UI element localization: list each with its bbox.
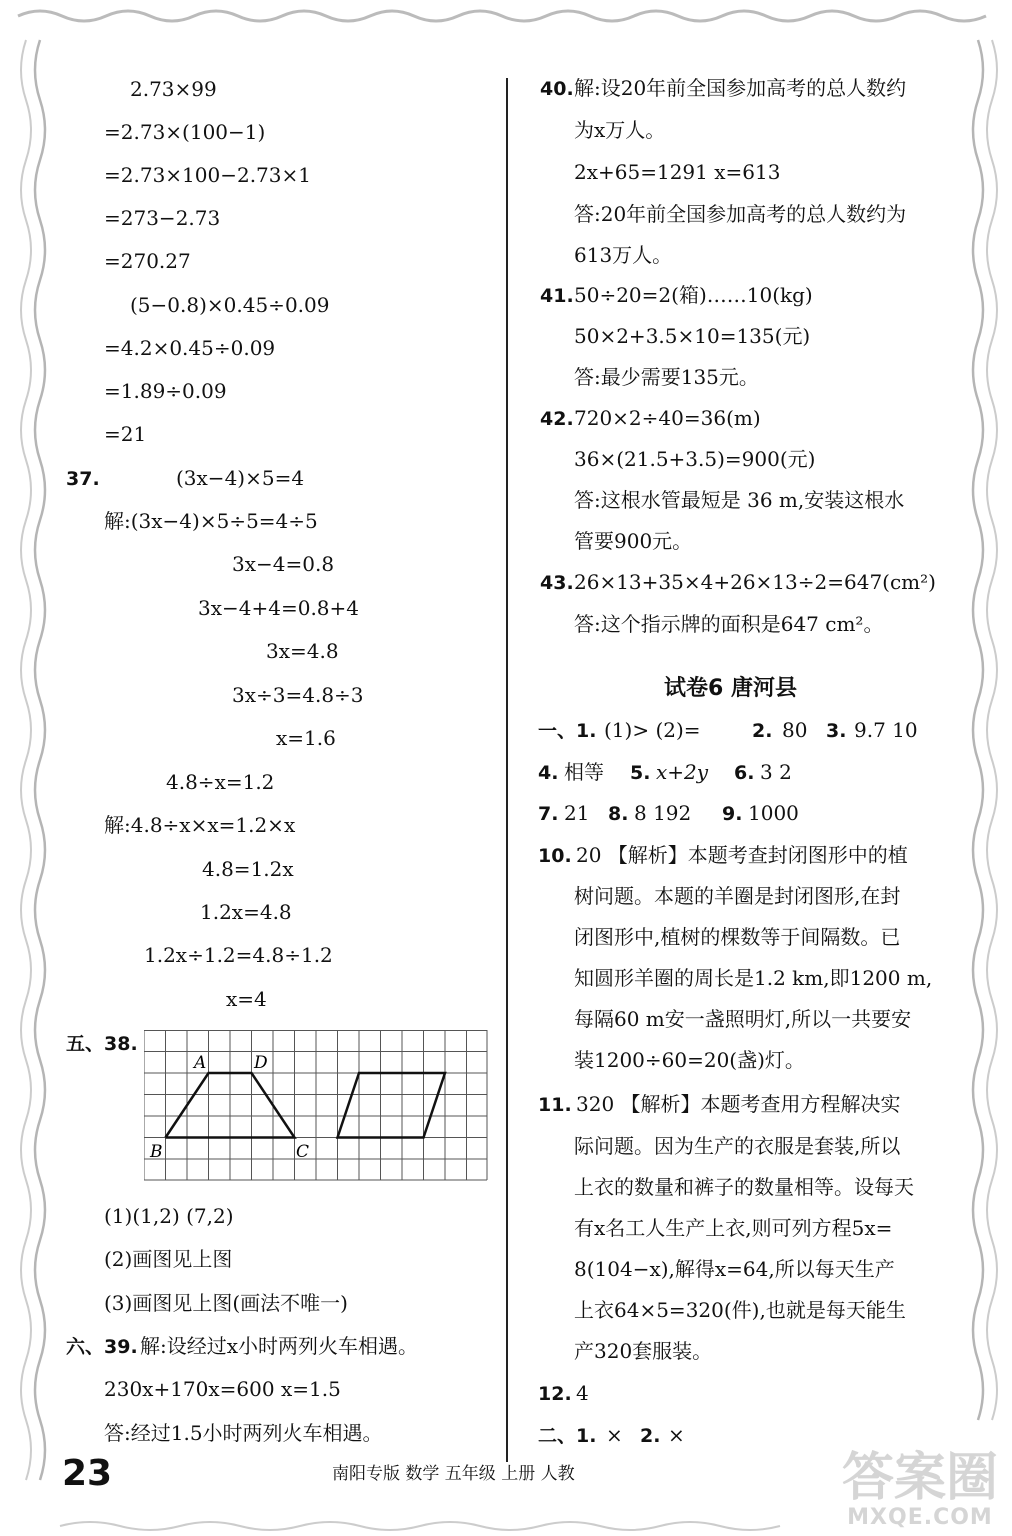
answer-line: 720×2÷40=36(m): [574, 406, 761, 430]
explanation-line: 树问题。本题的羊圈是封闭图形,在封: [574, 884, 901, 908]
answer-line: 解:设20年前全国参加高考的总人数约: [574, 76, 907, 100]
calc-a-line: 2.73×99: [130, 77, 217, 101]
answer-line: (3)画图见上图(画法不唯一): [104, 1291, 348, 1315]
question-number: 六、39.: [66, 1336, 138, 1358]
question-number: 37.: [66, 468, 100, 490]
answer-line: 解:设经过x小时两列火车相遇。: [140, 1334, 419, 1358]
answer-line: 管要900元。: [574, 529, 693, 553]
explanation-line: 闭图形中,植树的棵数等于间隔数。已: [574, 925, 901, 949]
calc-b-line: =4.2×0.45÷0.09: [104, 336, 276, 360]
question-number: 12.: [538, 1383, 572, 1405]
explanation-line: 每隔60 m安一盏照明灯,所以一共要安: [574, 1007, 912, 1031]
question-number: 6.: [734, 762, 755, 784]
answer-line: 230x+170x=600 x=1.5: [104, 1377, 341, 1401]
watermark-main: 答案圈: [841, 1448, 998, 1508]
explanation-line: 上衣64×5=320(件),也就是每天能生: [574, 1298, 906, 1322]
solution-step: 1.2x=4.8: [200, 900, 292, 924]
explanation-line: 320 【解析】本题考查用方程解决实: [576, 1092, 901, 1116]
equation: 4.8÷x=1.2: [166, 770, 275, 794]
answer-line: 50×2+3.5×10=135(元): [574, 324, 811, 348]
explanation-line: 8(104−x),解得x=64,所以每天生产: [574, 1257, 895, 1281]
calc-a-line: =2.73×100−2.73×1: [104, 163, 311, 187]
answer-line: 613万人。: [574, 243, 673, 267]
solution-step: 解:4.8÷x×x=1.2×x: [104, 813, 296, 837]
answer-line: (2)画图见上图: [104, 1247, 233, 1271]
question-number: 2.: [640, 1425, 661, 1447]
calc-b-line: =1.89÷0.09: [104, 379, 227, 403]
answer-line: 答:这根水管最短是 36 m,安装这根水: [574, 488, 905, 512]
question-number: 40.: [540, 78, 574, 100]
section-number: 一、1.: [538, 720, 597, 742]
answer-value: 4: [576, 1381, 589, 1405]
answer-value: ×: [668, 1423, 685, 1447]
question-number: 5.: [630, 762, 651, 784]
watermark-url: MXQE.COM: [847, 1505, 993, 1530]
footer-text: 南阳专版 数学 五年级 上册 人教: [332, 1464, 575, 1484]
answer-line: 答:20年前全国参加高考的总人数约为: [574, 202, 907, 226]
answer-value: ×: [606, 1423, 623, 1447]
calc-a-line: =273−2.73: [104, 206, 221, 230]
solution-step: 3x−4=0.8: [232, 552, 335, 576]
answer-value: x+2y: [656, 760, 709, 784]
point-label-c: C: [296, 1142, 310, 1162]
question-number: 11.: [538, 1094, 572, 1116]
explanation-line: 知圆形羊圈的周长是1.2 km,即1200 m,: [574, 966, 933, 990]
point-label-d: D: [254, 1053, 268, 1073]
question-number: 3.: [826, 720, 847, 742]
calc-b-line: (5−0.8)×0.45÷0.09: [130, 293, 330, 317]
solution-step: 4.8=1.2x: [202, 857, 294, 881]
question-number: 43.: [540, 572, 574, 594]
point-label-b: B: [150, 1142, 163, 1162]
answer-line: 答:最少需要135元。: [574, 365, 759, 389]
answer-line: (1)(1,2) (7,2): [104, 1204, 234, 1228]
calc-a-line: =2.73×(100−1): [104, 120, 266, 144]
answer-line: 2x+65=1291 x=613: [574, 160, 781, 184]
explanation-line: 20 【解析】本题考查封闭图形中的植: [576, 843, 908, 867]
answer-value: 80: [782, 718, 808, 742]
explanation-line: 产320套服装。: [574, 1339, 713, 1363]
solution-step: x=1.6: [276, 726, 336, 750]
question-number: 41.: [540, 285, 574, 307]
answer-line: 答:这个指示牌的面积是647 cm²。: [574, 612, 884, 636]
solution-step: 3x−4+4=0.8+4: [198, 596, 360, 620]
answer-value: 9.7 10: [854, 718, 918, 742]
question-number: 4.: [538, 762, 559, 784]
explanation-line: 上衣的数量和裤子的数量相等。设每天: [574, 1175, 914, 1199]
question-number: 9.: [722, 803, 743, 825]
answer-line: 为x万人。: [574, 118, 666, 142]
grid-figure: [144, 1030, 488, 1182]
answer-value: 相等: [564, 760, 604, 784]
explanation-line: 装1200÷60=20(盏)灯。: [574, 1048, 805, 1072]
explanation-line: 际问题。因为生产的衣服是套装,所以: [574, 1134, 901, 1158]
section-number: 二、1.: [538, 1425, 597, 1447]
calc-a-line: =270.27: [104, 249, 191, 273]
answer-value: (1)> (2)=: [604, 718, 701, 742]
question-number: 7.: [538, 803, 559, 825]
answer-line: 36×(21.5+3.5)=900(元): [574, 447, 816, 471]
calc-b-line: =21: [104, 422, 147, 446]
answer-line: 26×13+35×4+26×13÷2=647(cm²): [574, 570, 936, 594]
point-label-a: A: [194, 1053, 207, 1073]
solution-step: 1.2x÷1.2=4.8÷1.2: [144, 943, 333, 967]
watermark-logo: [841, 1448, 998, 1530]
answer-value: 1000: [748, 801, 799, 825]
explanation-line: 有x名工人生产上衣,则可列方程5x=: [574, 1216, 893, 1240]
solution-step: x=4: [226, 987, 267, 1011]
question-number: 2.: [752, 720, 773, 742]
page-number: 23: [62, 1453, 113, 1494]
question-number: 8.: [608, 803, 629, 825]
answer-value: 3 2: [760, 760, 792, 784]
answer-value: 21: [564, 801, 590, 825]
question-number: 五、38.: [66, 1033, 138, 1055]
question-number: 42.: [540, 408, 574, 430]
answer-value: 8 192: [634, 801, 692, 825]
answer-line: 答:经过1.5小时两列火车相遇。: [104, 1421, 383, 1445]
parallelogram-shape: [338, 1073, 446, 1138]
solution-step: 解:(3x−4)×5÷5=4÷5: [104, 509, 318, 533]
equation: (3x−4)×5=4: [176, 466, 305, 490]
column-divider: [506, 78, 508, 1462]
solution-step: 3x÷3=4.8÷3: [232, 683, 364, 707]
paper-title: 试卷6 唐河县: [664, 676, 797, 701]
answer-line: 50÷20=2(箱)……10(kg): [574, 283, 813, 307]
question-number: 10.: [538, 845, 572, 867]
solution-step: 3x=4.8: [266, 639, 339, 663]
